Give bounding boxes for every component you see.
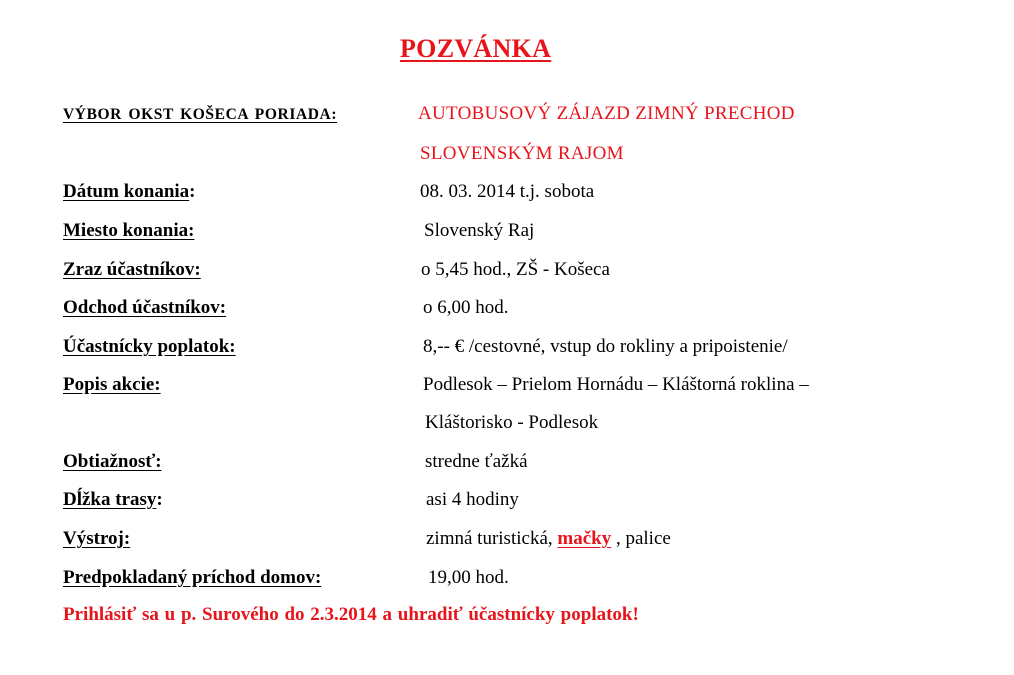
place-label: Miesto konania: <box>63 220 195 241</box>
length-label-colon: : <box>156 489 163 510</box>
fee-label: Účastnícky poplatok: <box>63 336 236 357</box>
description-value-line-1: Podlesok – Prielom Hornádu – Kláštorná roklina – <box>423 374 809 395</box>
date-label-row <box>63 181 196 203</box>
organizer-label: VÝBOR OKST KOŠECA PORIADA: <box>63 106 338 123</box>
return-label: Predpokladaný príchod domov: <box>63 567 322 588</box>
invitation-title: POZVÁNKA <box>400 34 552 63</box>
registration-note: Prihlásiť sa u p. Surového do 2.3.2014 a uhradiť účastnícky poplatok! <box>63 604 639 625</box>
length-label: Dĺžka trasy <box>63 489 157 510</box>
equipment-value <box>426 528 671 550</box>
departure-label: Odchod účastníkov: <box>63 297 227 318</box>
meeting-value: o 5,45 hod., ZŠ - Košeca <box>421 259 610 280</box>
equipment-label: Výstroj: <box>63 528 131 549</box>
fee-value: 8,-- € /cestovné, vstup do rokliny a pripoistenie/ <box>423 336 788 357</box>
difficulty-label: Obtiažnosť: <box>63 451 162 472</box>
place-value: Slovenský Raj <box>424 220 535 241</box>
description-label: Popis akcie: <box>63 374 161 395</box>
date-value: 08. 03. 2014 t.j. sobota <box>420 181 595 202</box>
event-name-line-1: AUTOBUSOVÝ ZÁJAZD ZIMNÝ PRECHOD <box>418 103 795 124</box>
equipment-crampons: mačky <box>557 528 612 549</box>
equipment-value-prefix: zimná turistická, <box>426 528 558 549</box>
date-label: Dátum konania <box>63 181 190 202</box>
meeting-label: Zraz účastníkov: <box>63 259 201 280</box>
length-value: asi 4 hodiny <box>426 489 519 510</box>
description-value-line-2: Kláštorisko - Podlesok <box>425 412 599 433</box>
difficulty-value: stredne ťažká <box>425 451 528 472</box>
equipment-value-suffix: , palice <box>611 528 671 549</box>
departure-value: o 6,00 hod. <box>423 297 509 318</box>
event-name-line-2: SLOVENSKÝM RAJOM <box>420 143 624 164</box>
date-label-colon: : <box>189 181 196 202</box>
return-value: 19,00 hod. <box>428 567 509 588</box>
length-label-row <box>63 489 163 511</box>
